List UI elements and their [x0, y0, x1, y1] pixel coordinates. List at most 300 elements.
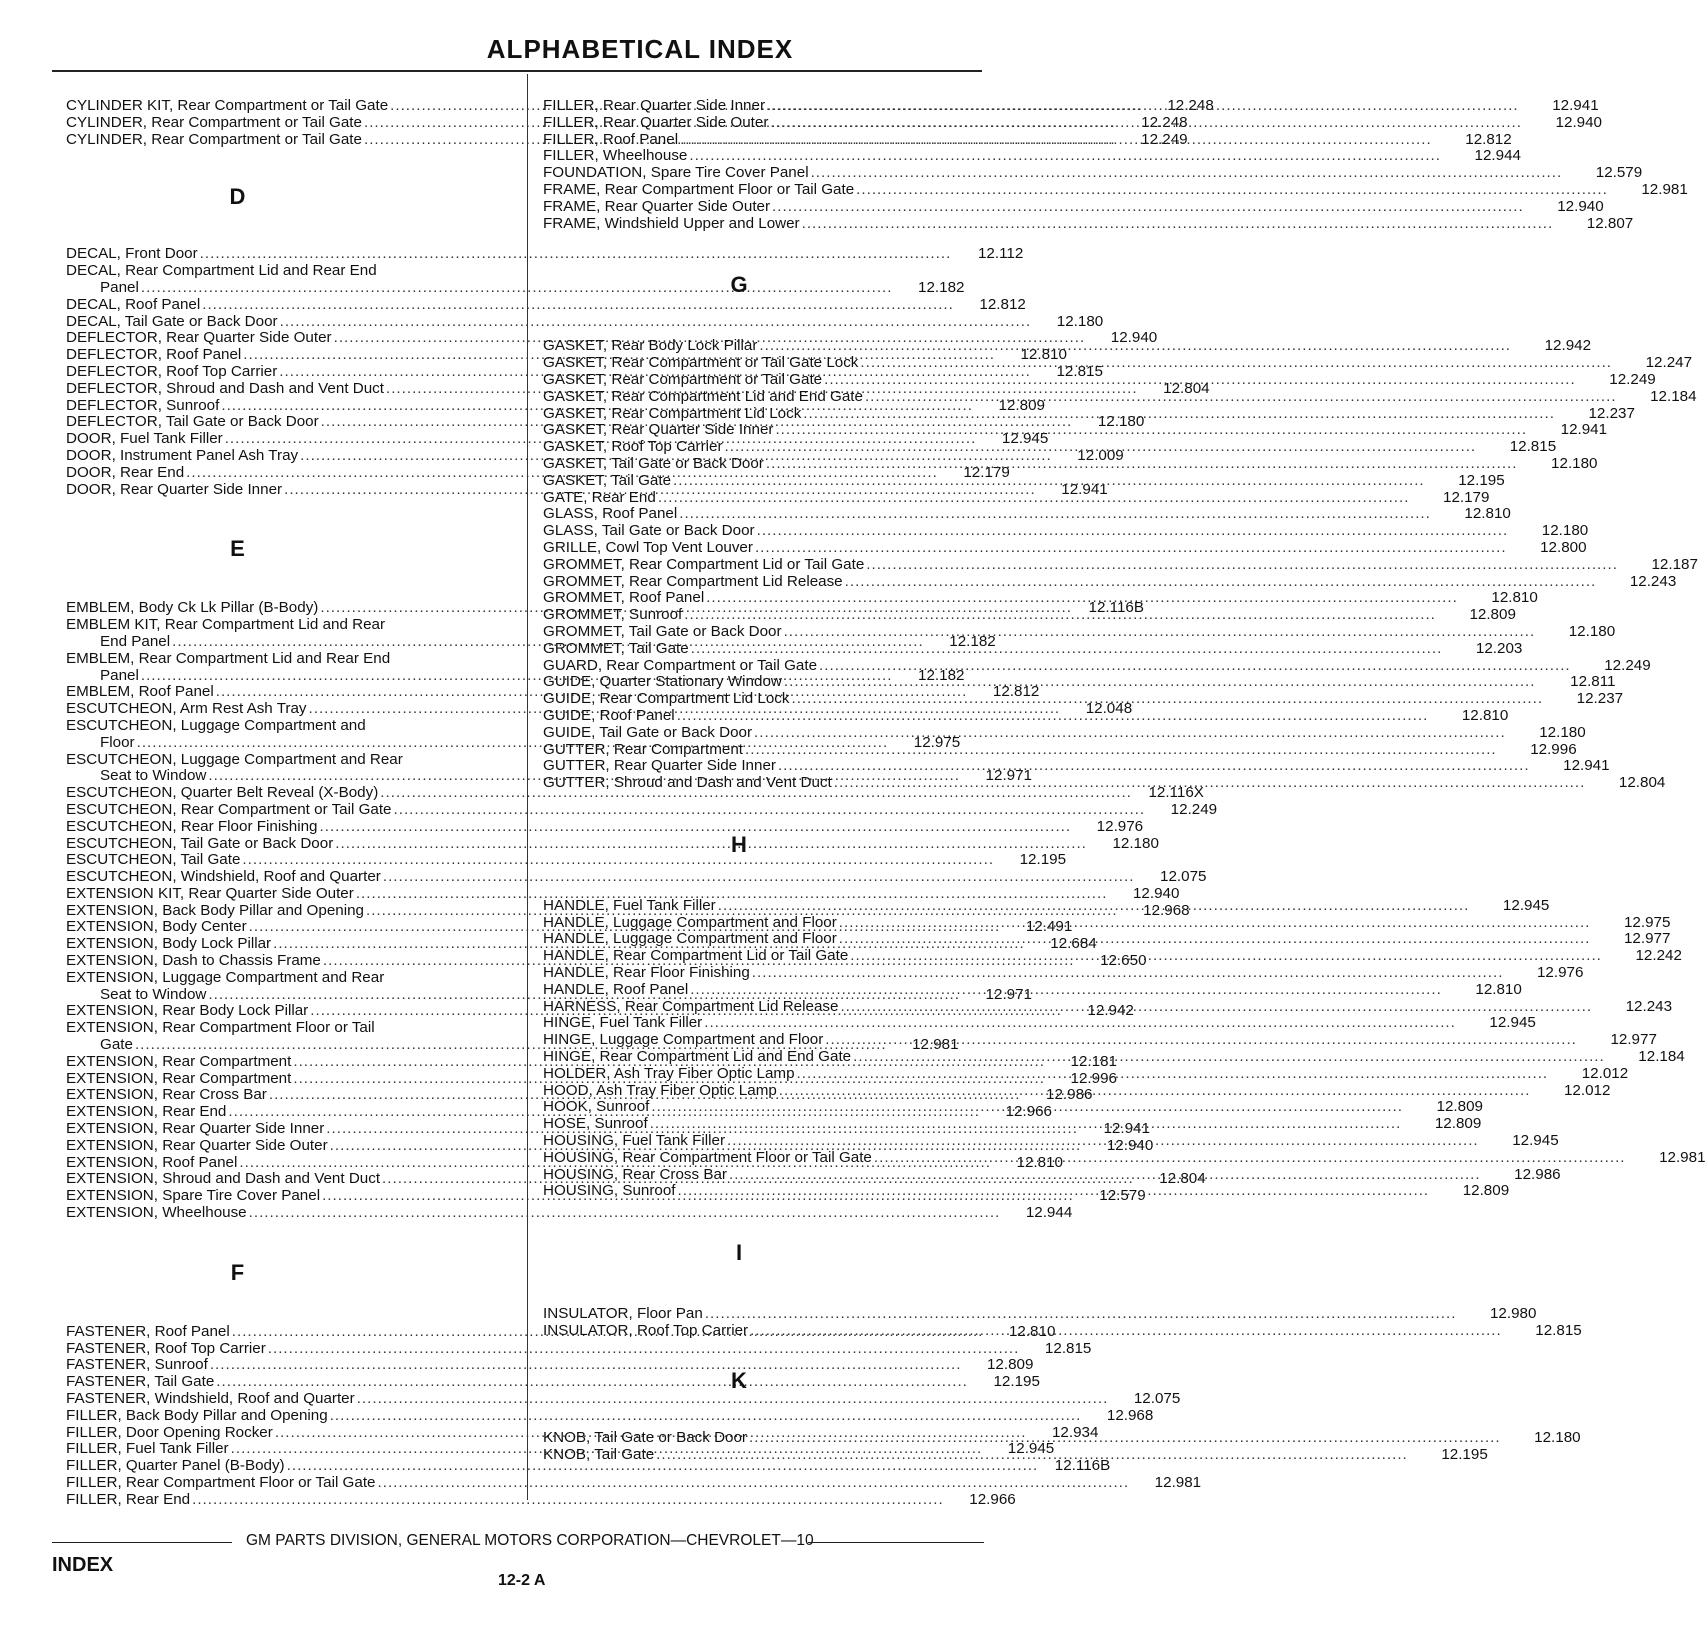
- entry-page-number: 12.986: [1514, 1165, 1561, 1183]
- index-entry: [543, 147, 1521, 165]
- entry-page-number: 12.012: [1581, 1064, 1629, 1082]
- entry-name: EXTENSION, Wheelhouse: [66, 1204, 247, 1222]
- index-entry: [66, 1474, 1202, 1492]
- leader-dots: [839, 915, 1591, 932]
- entry-page-number: 12.804: [1159, 1170, 1206, 1188]
- entry-name: EXTENSION, Shroud and Dash and Vent Duct: [66, 1170, 381, 1188]
- leader-dots: [803, 406, 1555, 423]
- leader-dots: [865, 389, 1617, 406]
- leader-dots: [656, 1447, 1408, 1464]
- entry-name: Panel: [100, 278, 139, 296]
- leader-dots: [755, 540, 1507, 557]
- entry-page-number: 12.996: [1530, 740, 1577, 758]
- entry-name: HANDLE, Luggage Compartment and Floor: [543, 913, 837, 931]
- entry-page-number: 12.975: [913, 733, 961, 751]
- entry-page-number: 12.809: [1434, 1115, 1482, 1133]
- entry-page-number: 12.976: [1536, 964, 1584, 982]
- entry-name: EXTENSION, Rear Body Lock Pillar: [66, 1002, 309, 1020]
- leader-dots: [650, 1116, 1402, 1133]
- entry-page-number: 12.684: [1050, 935, 1097, 953]
- entry-page-number: 12.945: [1007, 1440, 1055, 1458]
- section-letter-h: H: [731, 831, 747, 857]
- entry-page-number: 12.180: [1112, 834, 1159, 852]
- entry-name: CYLINDER, Rear Compartment or Tail Gate: [66, 130, 362, 148]
- entry-name: FASTENER, Tail Gate: [66, 1373, 215, 1391]
- entry-name: GATE, Rear End: [543, 488, 656, 506]
- entry-name: EXTENSION, Spare Tire Cover Panel: [66, 1187, 321, 1205]
- entry-page-number: 12.248: [1167, 97, 1214, 114]
- entry-page-number: 12.977: [1623, 930, 1671, 948]
- entry-name: EXTENSION, Body Lock Pillar: [66, 935, 272, 953]
- index-entry: [543, 538, 1587, 557]
- leader-dots: [766, 456, 1518, 473]
- index-entry: [543, 572, 1677, 591]
- entry-page-number: 12.945: [1512, 1132, 1559, 1150]
- entry-page-number: 12.195: [993, 1373, 1040, 1391]
- leader-dots: [759, 338, 1511, 355]
- leader-dots: [192, 1492, 944, 1509]
- entry-page-number: 12.940: [1132, 884, 1180, 902]
- footer-rule-left: [52, 1542, 232, 1543]
- entry-page-number: 12.491: [1025, 918, 1073, 936]
- leader-dots: [802, 216, 1554, 233]
- entry-page-number: 12.976: [1096, 817, 1144, 835]
- entry-name: Panel: [100, 666, 139, 684]
- footer-section: INDEX: [52, 1554, 114, 1576]
- index-entry: [66, 752, 521, 769]
- entry-page-number: 12.812: [1465, 130, 1512, 148]
- leader-dots: [757, 523, 1509, 540]
- entry-name: ESCUTCHEON, Arm Rest Ash Tray: [66, 700, 307, 718]
- entry-name: GASKET, Tail Gate or Back Door: [543, 454, 764, 472]
- entry-page-number: 12.940: [1110, 329, 1158, 347]
- index-entry: [66, 851, 1067, 869]
- entry-name: GASKET, Rear Compartment or Tail Gate Lock: [543, 354, 859, 372]
- entry-page-number: 12.940: [1557, 197, 1604, 215]
- index-entry: [66, 312, 1104, 331]
- entry-page-number: 12.075: [1133, 1390, 1181, 1408]
- entry-name: HANDLE, Rear Compartment Lid or Tail Gate: [543, 947, 849, 965]
- entry-name: DECAL, Tail Gate or Back Door: [66, 312, 278, 330]
- entry-page-number: 12.249: [1604, 656, 1651, 674]
- entry-name: GUIDE, Rear Compartment Lid Lock: [543, 690, 790, 708]
- entry-name: GASKET, Rear Compartment Lid Lock: [543, 404, 802, 422]
- entry-name: DECAL, Roof Panel: [66, 295, 201, 313]
- entry-page-number: 12.810: [1008, 1322, 1056, 1340]
- entry-page-number: 12.237: [1588, 404, 1635, 422]
- entry-page-number: 12.116X: [1148, 784, 1204, 802]
- leader-dots: [860, 355, 1612, 372]
- index-entry: [66, 1020, 521, 1037]
- leader-dots: [791, 691, 1543, 708]
- entry-name: GROMMET, Tail Gate: [543, 639, 689, 657]
- index-entry: [543, 964, 1584, 982]
- entry-page-number: 12.945: [1489, 1014, 1536, 1032]
- leader-dots: [727, 1133, 1479, 1150]
- index-entry: [66, 1457, 1111, 1475]
- index-entry: [66, 1356, 1034, 1374]
- index-entry: [66, 1406, 1154, 1425]
- entry-page-number: 12.966: [1005, 1103, 1052, 1121]
- entry-page-number: 12.249: [1609, 370, 1656, 388]
- entry-page-number: 12.811: [1570, 673, 1616, 691]
- entry-page-number: 12.800: [1540, 538, 1587, 556]
- entry-page-number: 12.981: [1641, 180, 1688, 198]
- entry-name: GUIDE, Quarter Stationary Window: [543, 673, 782, 691]
- entry-name: FASTENER, Sunroof: [66, 1356, 208, 1374]
- entry-page-number: 12.237: [1576, 690, 1624, 708]
- leader-dots: [706, 590, 1458, 607]
- entry-page-number: 12.807: [1586, 214, 1634, 232]
- entry-name: Floor: [100, 733, 135, 751]
- entry-name: FASTENER, Roof Top Carrier: [66, 1339, 266, 1357]
- entry-name: FRAME, Windshield Upper and Lower: [543, 214, 800, 232]
- entry-page-number: 12.048: [1085, 700, 1133, 718]
- entry-name: GUTTER, Rear Compartment: [543, 740, 744, 758]
- entry-name: GLASS, Roof Panel: [543, 505, 678, 523]
- leader-dots: [819, 658, 1571, 675]
- entry-name: HANDLE, Roof Panel: [543, 980, 689, 998]
- entry-page-number: 12.243: [1625, 997, 1673, 1015]
- leader-dots: [784, 624, 1536, 641]
- entry-name: EMBLEM KIT, Rear Compartment Lid and Rear: [66, 616, 386, 634]
- entry-name: DOOR, Fuel Tank Filler: [66, 430, 223, 448]
- entry-name: ESCUTCHEON, Tail Gate: [66, 851, 241, 869]
- entry-name: GASKET, Tail Gate: [543, 471, 672, 489]
- leader-dots: [797, 1066, 1549, 1083]
- entry-page-number: 12.247: [1645, 354, 1693, 372]
- entry-page-number: 12.804: [1618, 774, 1666, 792]
- entry-name: EXTENSION, Body Center: [66, 918, 247, 936]
- leader-dots: [779, 1083, 1531, 1100]
- entry-name: ESCUTCHEON, Windshield, Roof and Quarter: [66, 868, 381, 886]
- entry-page-number: 12.180: [1097, 413, 1145, 431]
- entry-page-number: 12.009: [1077, 446, 1124, 464]
- entry-name: GUTTER, Shroud and Dash and Vent Duct: [543, 774, 832, 792]
- leader-dots: [725, 439, 1477, 456]
- leader-dots: [770, 115, 1522, 132]
- index-entry: [543, 740, 1577, 759]
- entry-name: FASTENER, Windshield, Roof and Quarter: [66, 1390, 355, 1408]
- index-entry: [66, 278, 965, 297]
- entry-page-number: 12.180: [1568, 622, 1616, 640]
- entry-page-number: 12.195: [1019, 851, 1067, 869]
- entry-name: HINGE, Rear Compartment Lid and End Gate: [543, 1048, 852, 1066]
- entry-name: EXTENSION, Rear Compartment Floor or Tail: [66, 1019, 375, 1037]
- leader-dots: [752, 965, 1504, 982]
- leader-dots: [689, 148, 1441, 165]
- entry-name: DOOR, Rear End: [66, 463, 185, 481]
- entry-page-number: 12.180: [1539, 723, 1586, 741]
- entry-page-number: 12.975: [1623, 913, 1671, 931]
- entry-name: GASKET, Rear Quarter Side Inner: [543, 421, 774, 439]
- entry-page-number: 12.075: [1160, 868, 1207, 886]
- entry-name: ESCUTCHEON, Tail Gate or Back Door: [66, 834, 334, 852]
- entry-name: GUTTER, Rear Quarter Side Inner: [543, 757, 776, 775]
- leader-dots: [811, 165, 1563, 182]
- entry-name: HANDLE, Fuel Tank Filler: [543, 896, 716, 914]
- index-entry: [543, 673, 1616, 691]
- entry-page-number: 12.579: [1595, 164, 1643, 182]
- entry-name: DEFLECTOR, Tail Gate or Back Door: [66, 413, 319, 431]
- entry-name: GROMMET, Rear Compartment Lid or Tail Gate: [543, 555, 865, 573]
- index-entry: [66, 295, 1026, 314]
- entry-name: HINGE, Fuel Tank Filler: [543, 1014, 703, 1032]
- leader-dots: [845, 574, 1597, 591]
- entry-name: DEFLECTOR, Roof Top Carrier: [66, 362, 278, 380]
- leader-dots: [684, 607, 1436, 624]
- section-letter-e: E: [230, 536, 245, 562]
- footer-rule-right: [808, 1542, 984, 1543]
- entry-page-number: 12.968: [1106, 1406, 1154, 1424]
- entry-page-number: 12.815: [1509, 438, 1557, 456]
- entry-page-number: 12.944: [1474, 147, 1521, 165]
- entry-name: EMBLEM, Roof Panel: [66, 683, 214, 701]
- entry-name: DEFLECTOR, Sunroof: [66, 396, 220, 414]
- entry-name: FILLER, Rear Quarter Side Outer: [543, 113, 769, 131]
- index-entry: [66, 1390, 1181, 1408]
- entry-page-number: 12.243: [1629, 572, 1677, 590]
- entry-name: Gate: [100, 1036, 133, 1054]
- entry-page-number: 12.940: [1555, 113, 1602, 131]
- leader-dots: [772, 199, 1524, 216]
- entry-page-number: 12.812: [979, 295, 1026, 313]
- entry-name: CYLINDER, Rear Compartment or Tail Gate: [66, 113, 362, 131]
- entry-name: INSULATOR, Floor Pan: [543, 1305, 703, 1323]
- entry-page-number: 12.968: [1143, 901, 1190, 919]
- entry-name: DEFLECTOR, Rear Quarter Side Outer: [66, 329, 332, 347]
- index-entry: [543, 197, 1604, 216]
- leader-dots: [778, 758, 1530, 775]
- leader-dots: [690, 982, 1442, 999]
- entry-name: DOOR, Rear Quarter Side Inner: [66, 480, 283, 498]
- entry-name: FILLER, Roof Panel: [543, 130, 679, 148]
- section-letter-i: I: [735, 1240, 743, 1266]
- entry-page-number: 12.179: [1443, 488, 1490, 506]
- entry-name: FILLER, Rear Compartment Floor or Tail Gate: [66, 1474, 376, 1491]
- entry-name: HOUSING, Rear Cross Bar: [543, 1165, 727, 1183]
- entry-name: GASKET, Roof Top Carrier: [543, 438, 723, 456]
- entry-name: Seat to Window: [100, 767, 207, 785]
- leader-dots: [704, 1015, 1456, 1032]
- index-entry: [66, 884, 1180, 903]
- entry-page-number: 12.182: [918, 666, 965, 684]
- index-entry: [66, 817, 1144, 836]
- entry-page-number: 12.248: [1141, 113, 1188, 131]
- entry-page-number: 12.181: [1070, 1052, 1117, 1070]
- index-entry: [66, 868, 1207, 886]
- entry-page-number: 12.180: [1534, 1428, 1581, 1446]
- entry-name: EMBLEM, Rear Compartment Lid and Rear End: [66, 649, 391, 667]
- entry-page-number: 12.249: [1141, 130, 1188, 148]
- entry-name: EXTENSION, Rear End: [66, 1103, 227, 1121]
- entry-page-number: 12.116B: [1088, 599, 1144, 617]
- entry-name: HOUSING, Sunroof: [543, 1182, 676, 1200]
- entry-name: GRILLE, Cowl Top Vent Louver: [543, 538, 753, 556]
- entry-page-number: 12.203: [1475, 639, 1523, 657]
- entry-page-number: 12.966: [969, 1490, 1016, 1508]
- entry-page-number: 12.971: [985, 767, 1032, 785]
- entry-page-number: 12.112: [977, 245, 1024, 263]
- entry-name: GUIDE, Roof Panel: [543, 706, 675, 724]
- entry-page-number: 12.980: [1489, 1305, 1537, 1323]
- entry-name: FILLER, Back Body Pillar and Opening: [66, 1406, 328, 1424]
- index-entry: [66, 1490, 1016, 1509]
- index-entry: [66, 263, 521, 280]
- leader-dots: [874, 1150, 1626, 1167]
- index-entry: [543, 522, 1589, 540]
- entry-page-number: 12.941: [1563, 757, 1610, 775]
- leader-dots: [658, 490, 1410, 507]
- index-entry: [543, 555, 1698, 574]
- entry-name: EXTENSION, Roof Panel: [66, 1153, 238, 1171]
- index-entry: [66, 617, 521, 634]
- entry-name: FILLER, Rear Quarter Side Inner: [543, 97, 766, 114]
- entry-page-number: 12.934: [1051, 1423, 1099, 1441]
- entry-name: HANDLE, Luggage Compartment and Floor: [543, 930, 837, 948]
- entry-page-number: 12.810: [1020, 346, 1067, 364]
- entry-page-number: 12.650: [1100, 952, 1147, 970]
- entry-name: CYLINDER KIT, Rear Compartment or Tail Gate: [66, 97, 389, 114]
- entry-name: End Panel: [100, 632, 171, 650]
- entry-name: HOOK, Sunroof: [543, 1098, 650, 1116]
- entry-name: GASKET, Rear Compartment or Tail Gate: [543, 370, 823, 388]
- entry-name: FILLER, Quarter Panel (B-Body): [66, 1457, 285, 1475]
- leader-dots: [705, 1306, 1457, 1323]
- entry-page-number: 12.996: [1070, 1069, 1117, 1087]
- entry-name: FILLER, Rear End: [66, 1490, 191, 1508]
- leader-dots: [825, 1032, 1577, 1049]
- index-entry: [543, 589, 1538, 607]
- entry-name: FASTENER, Roof Panel: [66, 1322, 230, 1340]
- entry-page-number: 12.809: [1469, 606, 1516, 624]
- page-title: ALPHABETICAL INDEX: [486, 34, 794, 64]
- entry-page-number: 12.182: [949, 632, 996, 650]
- entry-page-number: 12.187: [1651, 555, 1698, 573]
- entry-page-number: 12.184: [1638, 1048, 1685, 1066]
- entry-page-number: 12.804: [1163, 379, 1210, 397]
- entry-page-number: 12.810: [1464, 505, 1511, 523]
- entry-name: GLASS, Tail Gate or Back Door: [543, 522, 755, 540]
- entry-name: FILLER, Fuel Tank Filler: [66, 1440, 229, 1458]
- leader-dots: [866, 557, 1618, 574]
- leader-dots: [745, 742, 1497, 759]
- index-entry: [66, 245, 1024, 263]
- entry-name: ESCUTCHEON, Quarter Belt Reveal (X-Body): [66, 784, 379, 802]
- entry-name: HOLDER, Ash Tray Fiber Optic Lamp: [543, 1064, 795, 1082]
- leader-dots: [834, 775, 1586, 792]
- entry-name: GUARD, Rear Compartment or Tail Gate: [543, 656, 818, 674]
- leader-dots: [839, 931, 1591, 948]
- leader-dots: [691, 641, 1443, 658]
- entry-name: EXTENSION KIT, Rear Quarter Side Outer: [66, 884, 354, 902]
- leader-dots: [767, 98, 1519, 115]
- entry-name: DECAL, Rear Compartment Lid and Rear End: [66, 262, 377, 280]
- entry-page-number: 12.180: [1551, 454, 1598, 472]
- entry-name: GROMMET, Rear Compartment Lid Release: [543, 572, 843, 590]
- leader-dots: [679, 506, 1431, 523]
- leader-dots: [856, 182, 1608, 199]
- entry-name: HINGE, Luggage Compartment and Floor: [543, 1031, 824, 1049]
- leader-dots: [850, 948, 1602, 965]
- leader-dots: [824, 372, 1576, 389]
- index-entry: [543, 1031, 1657, 1049]
- index-entry: [543, 164, 1643, 182]
- entry-page-number: 12.981: [1659, 1148, 1706, 1166]
- index-entry: [66, 800, 1218, 819]
- entry-page-number: 12.942: [1087, 1002, 1134, 1020]
- entry-name: ESCUTCHEON, Rear Floor Finishing: [66, 817, 318, 835]
- entry-page-number: 12.242: [1635, 947, 1682, 965]
- entry-page-number: 12.812: [992, 683, 1040, 701]
- entry-name: HOUSING, Fuel Tank Filler: [543, 1132, 726, 1150]
- entry-name: GROMMET, Tail Gate or Back Door: [543, 622, 782, 640]
- section-letter-k: K: [731, 1367, 747, 1393]
- index-entry: [66, 651, 521, 668]
- entry-name: DECAL, Front Door: [66, 245, 198, 263]
- entry-name: EXTENSION, Dash to Chassis Frame: [66, 952, 321, 970]
- entry-name: EXTENSION, Back Body Pillar and Opening: [66, 901, 364, 919]
- index-entry: [543, 757, 1610, 775]
- index-entry: [66, 1373, 1040, 1391]
- entry-page-number: 12.977: [1610, 1031, 1657, 1049]
- entry-name: FRAME, Rear Compartment Floor or Tail Gate: [543, 180, 855, 198]
- entry-page-number: 12.941: [1103, 1120, 1150, 1138]
- section-letter-f: F: [230, 1259, 245, 1285]
- entry-name: EXTENSION, Luggage Compartment and Rear: [66, 968, 385, 986]
- entry-page-number: 12.941: [1552, 97, 1599, 114]
- index-entry: [66, 718, 521, 735]
- leader-dots: [749, 1430, 1501, 1447]
- entry-name: GASKET, Rear Compartment Lid and End Gate: [543, 387, 863, 405]
- index-entry: [543, 723, 1586, 742]
- index-entry: [66, 1204, 1073, 1222]
- entry-name: HOUSING, Rear Compartment Floor or Tail Gate: [543, 1148, 872, 1166]
- entry-name: GROMMET, Roof Panel: [543, 589, 705, 607]
- entry-page-number: 12.971: [985, 985, 1032, 1003]
- leader-dots: [678, 1183, 1430, 1200]
- entry-name: KNOB, Tail Gate or Back Door: [543, 1428, 747, 1446]
- entry-name: Seat to Window: [100, 985, 207, 1003]
- entry-page-number: 12.940: [1106, 1136, 1154, 1154]
- leader-dots: [784, 674, 1536, 691]
- entry-page-number: 12.179: [963, 463, 1010, 481]
- entry-page-number: 12.809: [1436, 1098, 1483, 1116]
- entry-name: DEFLECTOR, Roof Panel: [66, 346, 242, 364]
- entry-page-number: 12.815: [1044, 1339, 1092, 1357]
- entry-page-number: 12.180: [1541, 522, 1589, 540]
- entry-page-number: 12.810: [1016, 1153, 1063, 1171]
- entry-name: EXTENSION, Rear Compartment: [66, 1069, 292, 1087]
- leader-dots: [729, 1167, 1481, 1184]
- index-entry: [543, 180, 1688, 199]
- entry-page-number: 12.810: [1475, 980, 1522, 998]
- entry-page-number: 12.012: [1563, 1081, 1611, 1099]
- entry-page-number: 12.182: [918, 278, 965, 296]
- entry-page-number: 12.981: [1154, 1474, 1202, 1491]
- header-rule: [52, 70, 982, 72]
- entry-page-number: 12.809: [986, 1356, 1034, 1374]
- index-entry: [66, 970, 521, 987]
- leader-dots: [750, 1323, 1502, 1340]
- entry-page-number: 12.815: [1535, 1322, 1582, 1340]
- entry-name: GUIDE, Tail Gate or Back Door: [543, 723, 753, 741]
- index-entry: [543, 505, 1511, 523]
- entry-page-number: 12.941: [1560, 421, 1608, 439]
- leader-dots: [378, 1475, 1130, 1492]
- entry-name: FRAME, Rear Quarter Side Outer: [543, 197, 771, 215]
- entry-page-number: 12.945: [1502, 896, 1550, 914]
